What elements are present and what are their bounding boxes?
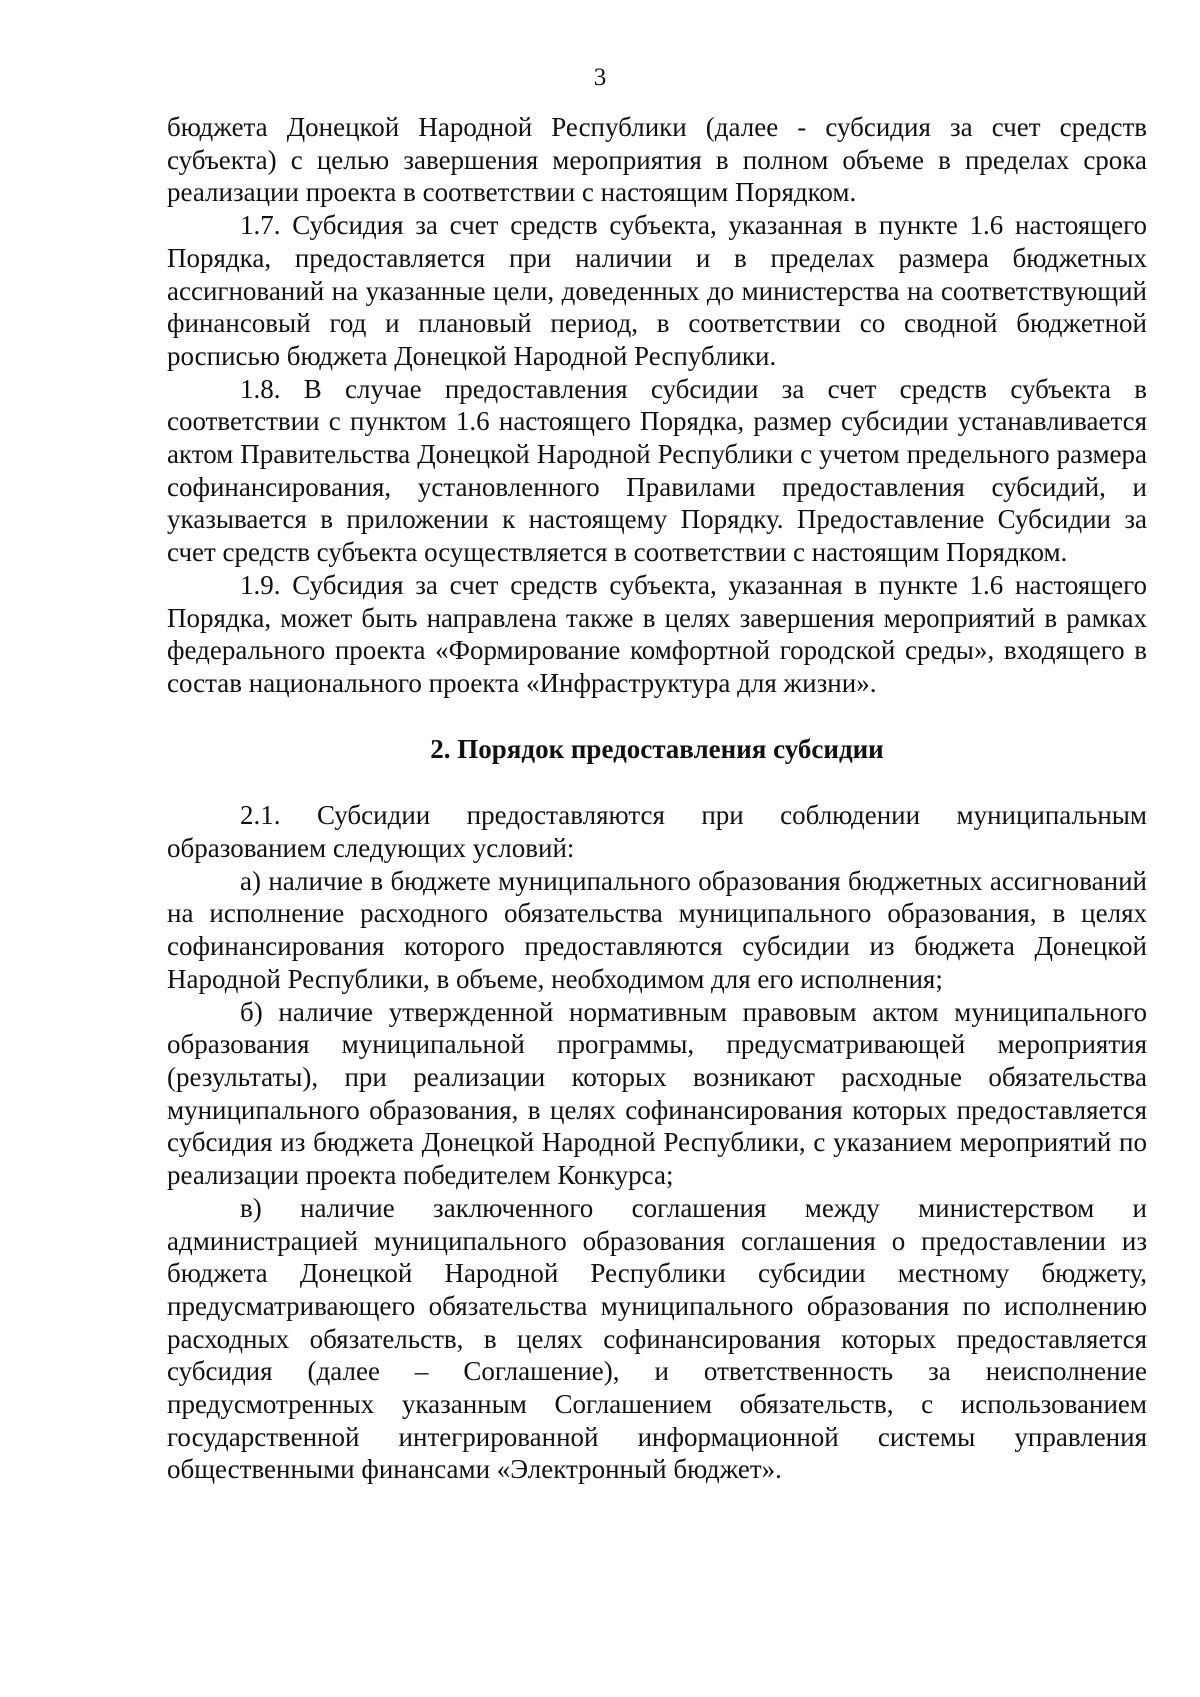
paragraph-condition-v: в) наличие заключенного соглашения между министерством и администрацией муниципального образования соглашения о предоставлении из бюджета Донецкой Народной Республики субсидии местному бюджету, предусматривающего обязательства муниципального образования по исполнению расходных обязательств, в целях софинансирования которых предоставляется субсидия (далее – Соглашение), и ответственность за неисполнение предусмотренных указанным Соглашением обязательств, с использованием государственной интегрированной информационной системы управления общественными финансами «Электронный бюджет». xyxy=(167,1192,1147,1485)
paragraph-1-8: 1.8. В случае предоставления субсидии за счет средств субъекта в соответствии с пунктом 1.6 настоящего Порядка, размер субсидии устанавливается актом Правительства Донецкой Народной Республики с учетом предельного размера софинансирования, установленного Правилами предоставления субсидий, и указывается в приложении к настоящему Порядку. Предоставление Субсидии за счет средств субъекта осуществляется в соответствии с настоящим Порядком. xyxy=(167,373,1147,568)
section-heading: 2. Порядок предоставления субсидии xyxy=(430,733,884,764)
paragraph-1-7: 1.7. Субсидия за счет средств субъекта, указанная в пункте 1.6 настоящего Порядка, предоставляется при наличии и в пределах размера бюджетных ассигнований на указанные цели, доведенных до министерства на соответствующий финансовый год и плановый период, в соответствии со сводной бюджетной росписью бюджета Донецкой Народной Республики. xyxy=(167,210,1147,371)
paragraph-1-9: 1.9. Субсидия за счет средств субъекта, указанная в пункте 1.6 настоящего Порядка, может быть направлена также в целях завершения мероприятий в рамках федерального проекта «Формирование комфортной городской среды», входящего в состав национального проекта «Инфраструктура для жизни». xyxy=(167,569,1147,698)
paragraph-condition-b: б) наличие утвержденной нормативным правовым актом муниципального образования муниципальной программы, предусматривающей мероприятия (результаты), при реализации которых возникают расходные обязательства муниципального образования, в целях софинансирования которых предоставляется субсидия из бюджета Донецкой Народной Республики, с указанием мероприятий по реализации проекта победителем Конкурса; xyxy=(167,996,1147,1191)
paragraph-2-1: 2.1. Субсидии предоставляются при соблюдении муниципальным образованием следующих условий: xyxy=(167,800,1147,864)
paragraph-continuation: бюджета Донецкой Народной Республики (далее - субсидия за счет средств субъекта) с целью завершения мероприятия в полном объеме в пределах срока реализации проекта в соответствии с настоящим Порядком. xyxy=(167,112,1147,208)
page-number: 3 xyxy=(593,64,607,91)
document-body xyxy=(167,111,1147,1486)
paragraph-condition-a: а) наличие в бюджете муниципального образования бюджетных ассигнований на исполнение расходного обязательства муниципального образования, в целях софинансирования которого предоставляются субсидии из бюджета Донецкой Народной Республики, в объеме, необходимом для его исполнения; xyxy=(167,865,1147,994)
